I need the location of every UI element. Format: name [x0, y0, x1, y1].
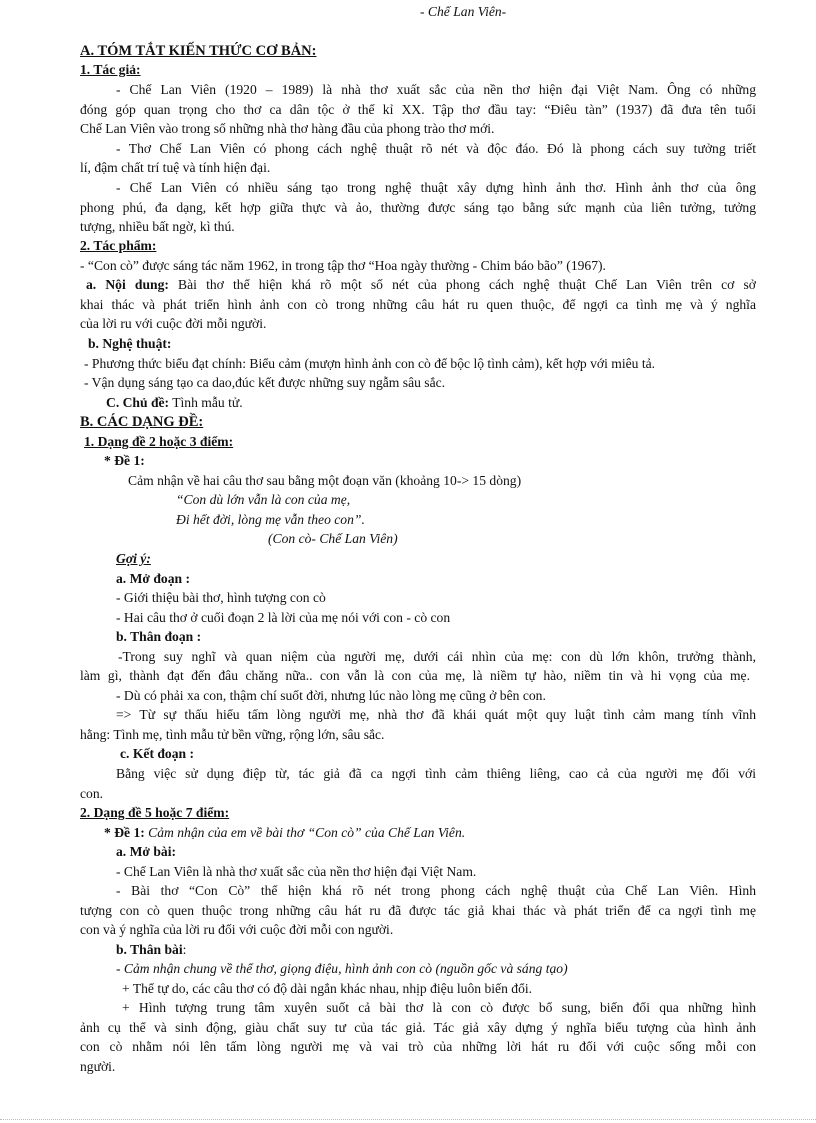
paragraph-line: đóng góp quan trọng cho thơ ca dân tộc ở thế kỉ XX. Tập thơ đầu tay: “Điêu tàn” (1937) đã đưa tên tuổi: [80, 102, 756, 117]
paragraph-line: - Dù có phải xa con, thậm chí suốt đời, nhưng lúc nào lòng mẹ cũng ở bên con.: [116, 688, 546, 703]
noi-dung-label: a. Nội dung:: [86, 277, 169, 292]
paragraph-line: - Chế Lan Viên (1920 – 1989) là nhà thơ xuất sắc của nền thơ hiện đại Việt Nam. Ông có những: [116, 82, 756, 97]
de-1-prompt: Cảm nhận của em về bài thơ “Con cò” của Chế Lan Viên.: [144, 825, 466, 840]
paragraph-line: - Bài thơ “Con Cò” thể hiện khá rõ nét trong phong cách nghệ thuật của Chế Lan Viên. Hình: [116, 883, 756, 898]
de-1-label: * Đề 1:: [104, 453, 145, 468]
paragraph-line: làm gì, thành đạt đến đâu chăng nữa.. con vẫn là con của mẹ, là niềm tự hào, niềm tin và hi vọng của mẹ.: [80, 668, 750, 683]
paragraph-line: con cò nhằm nói lên tấm lòng người mẹ và vai trò của những lời hát ru đối với cuộc sống mỗi con: [80, 1039, 756, 1054]
than-bai-colon: :: [182, 942, 187, 957]
chu-de-text: Tình mẫu tử.: [169, 395, 243, 410]
paragraph-line: - Chế Lan Viên là nhà thơ xuất sắc của nền thơ hiện đại Việt Nam.: [116, 864, 477, 879]
paragraph-line: [86, 276, 756, 294]
mo-bai-heading: a. Mở bài:: [116, 844, 177, 859]
section-b-heading: B. CÁC DẠNG ĐỀ:: [80, 414, 204, 430]
than-bai-line: [116, 941, 186, 959]
page-bottom-divider: [0, 1119, 816, 1120]
de-1-label-2: * Đề 1:: [104, 825, 145, 840]
heading-tac-pham: 2. Tác phẩm:: [80, 238, 157, 253]
ket-doan-heading: c. Kết đoạn :: [120, 746, 195, 761]
paragraph-line: - Hai câu thơ ở cuối đoạn 2 là lời của mẹ nói với con - cò con: [116, 610, 451, 625]
paragraph-line: Bằng việc sử dụng điệp từ, tác giả đã ca ngợi tình cảm thiêng liêng, cao cả của người mẹ đối với: [116, 766, 756, 781]
chu-de-label: C. Chủ đề:: [106, 395, 170, 410]
goi-y-heading: Gợi ý:: [116, 551, 151, 566]
paragraph-line: con và ý nghĩa của lời ru đối với cuộc đời mỗi con người.: [80, 922, 394, 937]
paragraph-line: - “Con cò” được sáng tác năm 1962, in trong tập thơ “Hoa ngày thường - Chim báo bão” (1967).: [80, 258, 606, 273]
paragraph-line: tượng, nhiều bất ngờ, kì thú.: [80, 219, 235, 234]
paragraph-line: Cảm nhận về hai câu thơ sau bằng một đoạn văn (khoảng 10-> 15 dòng): [128, 473, 522, 488]
heading-dang-de-2: 2. Dạng đề 5 hoặc 7 điểm:: [80, 805, 230, 820]
paragraph-line: => Từ sự thấu hiểu tấm lòng người mẹ, nhà thơ đã khái quát một quy luật tình cảm mang tính vĩnh: [116, 707, 756, 722]
paragraph-line: hằng: Tình mẹ, tình mẫu tử bền vững, rộng lớn, sâu sắc.: [80, 727, 385, 742]
poem-line: “Con dù lớn vẫn là con của mẹ,: [176, 492, 351, 507]
paragraph-line: của lời ru với cuộc đời mỗi người.: [80, 316, 267, 331]
author-header: - Chế Lan Viên-: [420, 4, 507, 19]
paragraph-line: con.: [80, 786, 104, 801]
paragraph-line: phong phú, đa dạng, kết hợp giữa thực và ảo, thường được sáng tạo bằng sức mạnh của liên tưởng, tưởng: [80, 200, 756, 215]
paragraph-line: khai thác và phát triển hình ảnh con cò trong những câu hát ru quen thuộc, để ngợi ca tình mẹ và ý nghĩa: [80, 297, 756, 312]
heading-tac-gia: 1. Tác giả:: [80, 62, 141, 77]
than-doan-heading: b. Thân đoạn :: [116, 629, 202, 644]
poem-line: Đi hết đời, lòng mẹ vẫn theo con”.: [176, 512, 365, 527]
paragraph-line: tượng con cò quen thuộc trong những câu hát ru đã được tác giả khai thác và phát triển để ca ngợi tình mẹ: [80, 903, 756, 918]
noi-dung-text: Bài thơ thể hiện khá rõ một số nét của phong cách nghệ thuật Chế Lan Viên trên cơ sở: [168, 277, 756, 292]
than-bai-heading: b. Thân bài: [116, 942, 183, 957]
section-a-heading: A. TÓM TẮT KIẾN THỨC CƠ BẢN:: [80, 43, 317, 59]
paragraph-line: - Phương thức biểu đạt chính: Biểu cảm (mượn hình ảnh con cò để bộc lộ tình cảm), kết hợp với miêu tả.: [84, 356, 656, 371]
chu-de-line: [106, 394, 243, 412]
mo-doan-heading: a. Mở đoạn :: [116, 571, 190, 586]
de-1-line: [104, 824, 465, 842]
paragraph-line: + Hình tượng trung tâm xuyên suốt cả bài thơ là con cò được bổ sung, biến đổi qua những hình: [122, 1000, 756, 1015]
paragraph-line: Chế Lan Viên vào trong số những nhà thơ hàng đầu của phong trào thơ mới.: [80, 121, 495, 136]
paragraph-line: - Vận dụng sáng tạo ca dao,đúc kết được những suy ngẫm sâu sắc.: [84, 375, 446, 390]
paragraph-line: ảnh cụ thể và sinh động, giàu chất suy tư của tác giả. Tác giả xây dựng ý nghĩa biểu tượng của hình ảnh: [80, 1020, 756, 1035]
paragraph-line: -Trong suy nghĩ và quan niệm của người mẹ, dưới cái nhìn của mẹ: con dù lớn khôn, trưởng thành,: [118, 649, 756, 664]
paragraph-line: - Cảm nhận chung về thể thơ, giọng điệu, hình ảnh con cò (nguồn gốc và sáng tạo): [116, 961, 568, 976]
paragraph-line: - Giới thiệu bài thơ, hình tượng con cò: [116, 590, 326, 605]
heading-nghe-thuat: b. Nghệ thuật:: [88, 336, 172, 351]
paragraph-line: - Chế Lan Viên có nhiều sáng tạo trong nghệ thuật xây dựng hình ảnh thơ. Hình ảnh thơ của ông: [116, 180, 756, 195]
paragraph-line: người.: [80, 1059, 116, 1074]
poem-source: (Con cò- Chế Lan Viên): [268, 531, 398, 546]
paragraph-line: lí, đậm chất trí tuệ và tính hiện đại.: [80, 160, 271, 175]
paragraph-line: - Thơ Chế Lan Viên có phong cách nghệ thuật rõ nét và độc đáo. Đó là phong cách suy tưởng triết: [116, 141, 756, 156]
paragraph-line: + Thể tự do, các câu thơ có độ dài ngắn khác nhau, nhịp điệu luôn biến đổi.: [122, 981, 533, 996]
heading-dang-de-1: 1. Dạng đề 2 hoặc 3 điểm:: [84, 434, 234, 449]
